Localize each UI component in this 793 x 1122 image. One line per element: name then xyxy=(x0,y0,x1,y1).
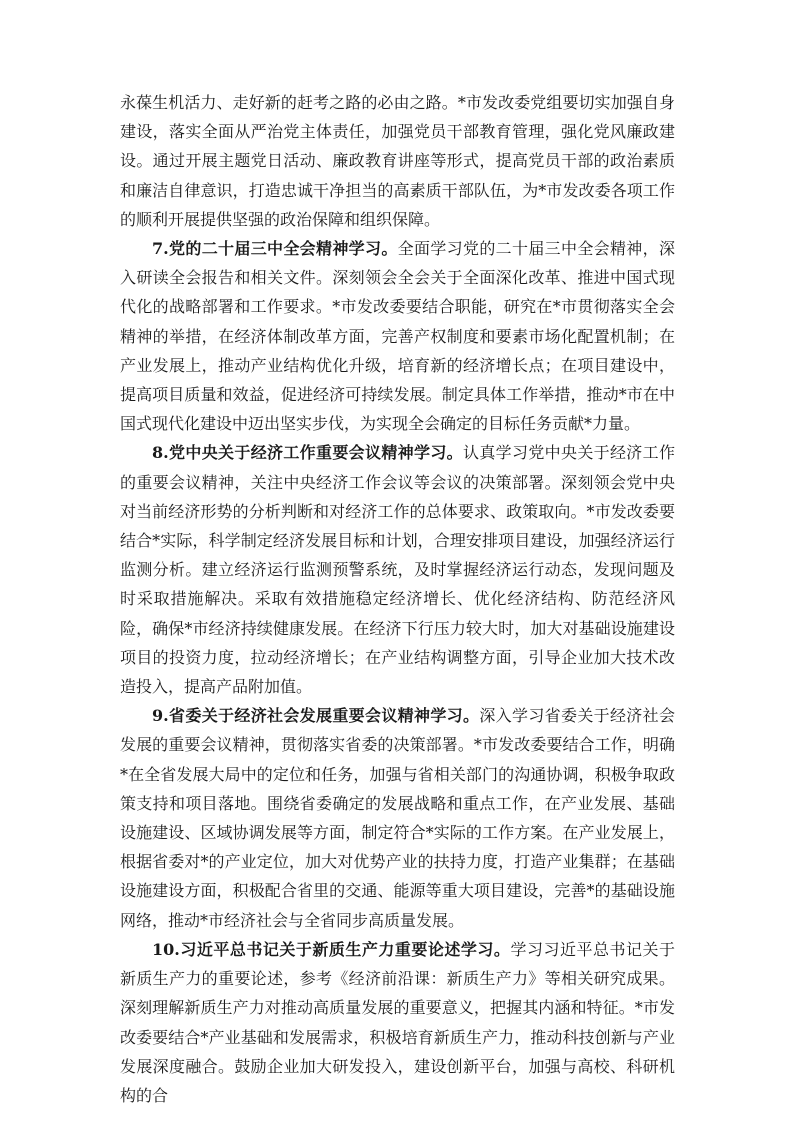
section-heading: 10.习近平总书记关于新质生产力重要论述学习。 xyxy=(152,939,511,959)
paragraph-continuation xyxy=(120,88,675,234)
paragraph-section-10 xyxy=(120,935,675,1110)
paragraph-body: 永葆生机活力、走好新的赶考之路的必由之路。*市发改委党组要切实加强自身建设，落实全面从严治党主体责任，加强党员干部教育管理，强化党风廉政建设。通过开展主题党日活动、廉政教育讲座等形式，提高党员干部的政治素质和廉洁自律意识，打造忠诚干净担当的高素质干部队伍，为*市发改委各项工作的顺利开展提供坚强的政治保障和组织保障。 xyxy=(120,93,675,229)
section-heading: 7.党的二十届三中全会精神学习。 xyxy=(152,239,398,259)
paragraph-body: 学习习近平总书记关于新质生产力的重要论述，参考《经济前沿课：新质生产力》等相关研究成果。深刻理解新质生产力对推动高质量发展的重要意义，把握其内涵和特征。*市发改委要结合*产业基础和发展需求，积极培育新质生产力，推动科技创新与产业发展深度融合。鼓励企业加大研发投入，建设创新平台，加强与高校、科研机构的合 xyxy=(120,939,675,1105)
section-heading: 8.党中央关于经济工作重要会议精神学习。 xyxy=(152,443,463,463)
paragraph-section-7 xyxy=(120,234,675,438)
document-page xyxy=(120,88,675,1110)
paragraph-body: 认真学习党中央关于经济工作的重要会议精神，关注中央经济工作会议等会议的决策部署。深刻领会党中央对当前经济形势的分析判断和对经济工作的总体要求、政策取向。*市发改委要结合*实际，科学制定经济发展目标和计划，合理安排项目建设，加强经济运行监测分析。建立经济运行监测预警系统，及时掌握经济运行动态，发现问题及时采取措施解决。采取有效措施稳定经济增长、优化经济结构、防范经济风险，确保*市经济持续健康发展。在经济下行压力较大时，加大对基础设施建设项目的投资力度，拉动经济增长；在产业结构调整方面，引导企业加大技术改造投入，提高产品附加值。 xyxy=(120,443,675,697)
paragraph-section-8 xyxy=(120,438,675,701)
paragraph-body: 深入学习省委关于经济社会发展的重要会议精神，贯彻落实省委的决策部署。*市发改委要结合工作，明确*在全省发展大局中的定位和任务，加强与省相关部门的沟通协调，积极争取政策支持和项目落地。围绕省委确定的发展战略和重点工作，在产业发展、基础设施建设、区域协调发展等方面，制定符合*实际的工作方案。在产业发展上，根据省委对*的产业定位，加大对优势产业的扶持力度，打造产业集群；在基础设施建设方面，积极配合省里的交通、能源等重大项目建设，完善*的基础设施网络，推动*市经济社会与全省同步高质量发展。 xyxy=(120,706,675,930)
section-heading: 9.省委关于经济社会发展重要会议精神学习。 xyxy=(152,706,480,726)
paragraph-body: 全面学习党的二十届三中全会精神，深入研读全会报告和相关文件。深刻领会全会关于全面深化改革、推进中国式现代化的战略部署和工作要求。*市发改委要结合职能，研究在*市贯彻落实全会精神的举措，在经济体制改革方面，完善产权制度和要素市场化配置机制；在产业发展上，推动产业结构优化升级，培育新的经济增长点；在项目建设中，提高项目质量和效益，促进经济可持续发展。制定具体工作举措，推动*市在中国式现代化建设中迈出坚实步伐，为实现全会确定的目标任务贡献*力量。 xyxy=(120,239,675,434)
paragraph-section-9 xyxy=(120,701,675,935)
